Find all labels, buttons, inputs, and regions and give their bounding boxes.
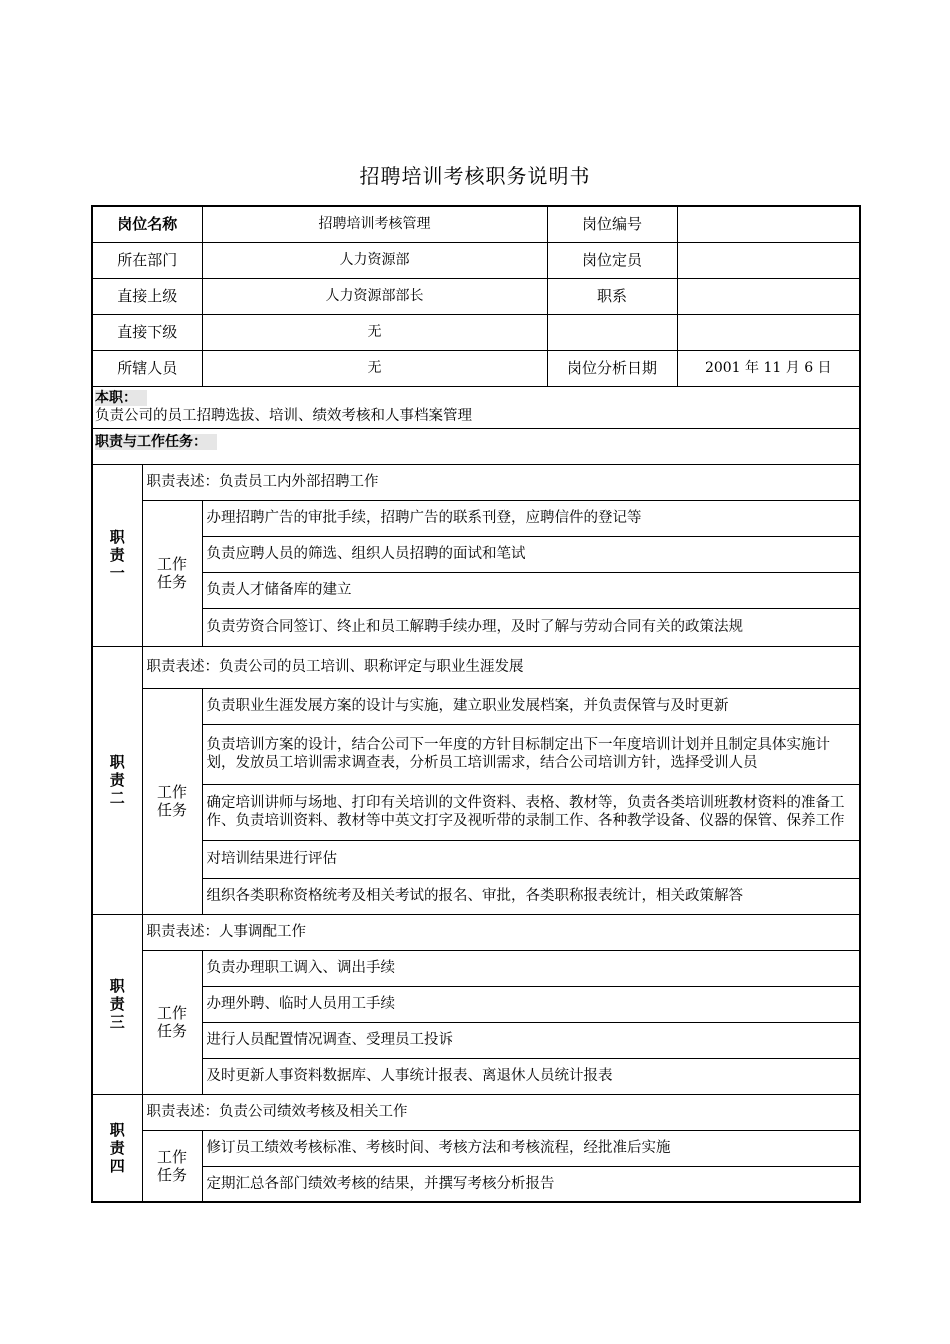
department-value: 人力资源部 bbox=[202, 242, 547, 278]
analysis-date-label: 岗位分析日期 bbox=[547, 350, 677, 386]
headcount-label: 岗位定员 bbox=[547, 242, 677, 278]
position-id-value bbox=[677, 206, 860, 242]
benzhi-row bbox=[92, 386, 860, 428]
duty-1-task-3: 负责人才储备库的建立 bbox=[202, 572, 860, 608]
position-name-value: 招聘培训考核管理 bbox=[202, 206, 547, 242]
duty-1-task-2: 负责应聘人员的筛选、组织人员招聘的面试和笔试 bbox=[202, 536, 860, 572]
duty-2-task-5: 组织各类职称资格统考及相关考试的报名、审批，各类职称报表统计，相关政策解答 bbox=[202, 878, 860, 914]
duty-3-task-row bbox=[92, 950, 860, 986]
duty-2-task-4: 对培训结果进行评估 bbox=[202, 840, 860, 878]
duty-4-task-2: 定期汇总各部门绩效考核的结果，并撰写考核分析报告 bbox=[202, 1166, 860, 1202]
duty-4-task-row bbox=[92, 1130, 860, 1166]
duty-3-task-row bbox=[92, 1058, 860, 1094]
duty-3-description: 职责表述：人事调配工作 bbox=[142, 914, 860, 950]
duty-1-work-label: 工作 任务 bbox=[142, 500, 202, 646]
duty-2-task-row bbox=[92, 878, 860, 914]
duty-2-work-label: 工作 任务 bbox=[142, 688, 202, 914]
duty-1-task-row bbox=[92, 536, 860, 572]
analysis-date-value: 2001 年 11 月 6 日 bbox=[677, 350, 860, 386]
duty-2-task-1: 负责职业生涯发展方案的设计与实施，建立职业发展档案，并负责保管与及时更新 bbox=[202, 688, 860, 724]
job-family-value bbox=[677, 278, 860, 314]
duty-3-task-3: 进行人员配置情况调查、受理员工投诉 bbox=[202, 1022, 860, 1058]
duty-2-desc-row bbox=[92, 646, 860, 688]
duties-header-label: 职责与工作任务： bbox=[95, 434, 217, 450]
info-row-superior bbox=[92, 278, 860, 314]
info-row-position bbox=[92, 206, 860, 242]
duty-3-task-1: 负责办理职工调入、调出手续 bbox=[202, 950, 860, 986]
document-title: 招聘培训考核职务说明书 bbox=[359, 164, 591, 188]
duty-2-task-3: 确定培训讲师与场地、打印有关培训的文件资料、表格、教材等，负责各类培训班教材资料的准备工作、负责培训资料、教材等中英文打字及视听带的录制工作、各种教学设备、仪器的保管、保养工作 bbox=[202, 784, 860, 840]
duty-2-label: 职 责 二 bbox=[92, 646, 142, 914]
duty-2-task-2: 负责培训方案的设计，结合公司下一年度的方针目标制定出下一年度培训计划并且制定具体实施计划，发放员工培训需求调查表，分析员工培训需求，结合公司培训方针，选择受训人员 bbox=[202, 724, 860, 784]
headcount-value bbox=[677, 242, 860, 278]
duty-3-task-row bbox=[92, 1022, 860, 1058]
position-name-label: 岗位名称 bbox=[92, 206, 202, 242]
subordinate-value: 无 bbox=[202, 314, 547, 350]
superior-label: 直接上级 bbox=[92, 278, 202, 314]
duty-3-label: 职 责 三 bbox=[92, 914, 142, 1094]
info-row-department bbox=[92, 242, 860, 278]
duty-4-description: 职责表述：负责公司绩效考核及相关工作 bbox=[142, 1094, 860, 1130]
superior-value: 人力资源部部长 bbox=[202, 278, 547, 314]
duty-1-desc-row bbox=[92, 464, 860, 500]
position-id-label: 岗位编号 bbox=[547, 206, 677, 242]
duty-2-description: 职责表述：负责公司的员工培训、职称评定与职业生涯发展 bbox=[142, 646, 860, 688]
duty-4-label: 职 责 四 bbox=[92, 1094, 142, 1202]
job-family-label: 职系 bbox=[547, 278, 677, 314]
info-row-subordinate bbox=[92, 314, 860, 350]
staff-label: 所辖人员 bbox=[92, 350, 202, 386]
duty-2-task-row bbox=[92, 784, 860, 840]
duty-4-desc-row bbox=[92, 1094, 860, 1130]
staff-value: 无 bbox=[202, 350, 547, 386]
duty-1-task-row bbox=[92, 572, 860, 608]
job-description-table bbox=[91, 205, 861, 1203]
duty-2-task-row bbox=[92, 688, 860, 724]
duty-4-task-1: 修订员工绩效考核标准、考核时间、考核方法和考核流程，经批准后实施 bbox=[202, 1130, 860, 1166]
duty-1-task-1: 办理招聘广告的审批手续，招聘广告的联系刊登，应聘信件的登记等 bbox=[202, 500, 860, 536]
duty-2-task-row bbox=[92, 840, 860, 878]
duty-3-desc-row bbox=[92, 914, 860, 950]
duty-3-work-label: 工作 任务 bbox=[142, 950, 202, 1094]
duty-1-description: 职责表述：负责员工内外部招聘工作 bbox=[142, 464, 860, 500]
empty-value bbox=[677, 314, 860, 350]
subordinate-label: 直接下级 bbox=[92, 314, 202, 350]
duty-3-task-4: 及时更新人事资料数据库、人事统计报表、离退休人员统计报表 bbox=[202, 1058, 860, 1094]
duty-1-label: 职 责 一 bbox=[92, 464, 142, 646]
duty-4-work-label: 工作 任务 bbox=[142, 1130, 202, 1202]
duties-header-row bbox=[92, 428, 860, 464]
department-label: 所在部门 bbox=[92, 242, 202, 278]
benzhi-label: 本职： bbox=[95, 390, 147, 406]
duty-3-task-row bbox=[92, 986, 860, 1022]
empty-label bbox=[547, 314, 677, 350]
duty-4-task-row bbox=[92, 1166, 860, 1202]
duty-1-task-4: 负责劳资合同签订、终止和员工解聘手续办理，及时了解与劳动合同有关的政策法规 bbox=[202, 608, 860, 646]
info-row-staff bbox=[92, 350, 860, 386]
benzhi-text: 负责公司的员工招聘选拔、培训、绩效考核和人事档案管理 bbox=[95, 407, 472, 424]
duty-1-task-row bbox=[92, 608, 860, 646]
duty-3-task-2: 办理外聘、临时人员用工手续 bbox=[202, 986, 860, 1022]
duty-2-task-row bbox=[92, 724, 860, 784]
duty-1-task-row bbox=[92, 500, 860, 536]
